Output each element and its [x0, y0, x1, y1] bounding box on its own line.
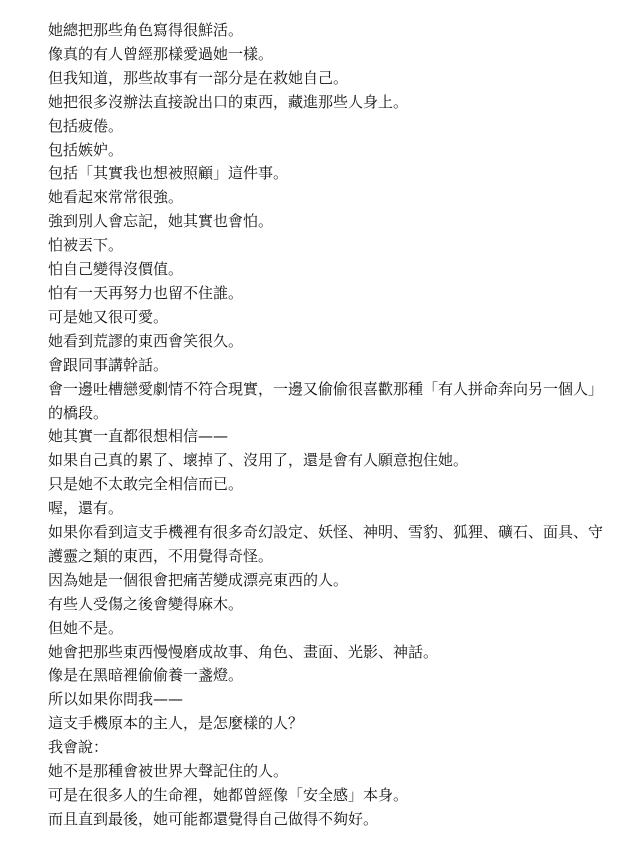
text-line: 會跟同事講幹話。 — [48, 355, 169, 374]
text-line: 包括疲倦。 — [48, 116, 124, 135]
text-line: 可是她又很可愛。 — [48, 307, 169, 326]
text-line: 只是她不太敢完全相信而已。 — [48, 475, 244, 494]
text-line: 她看到荒謬的東西會笑很久。 — [48, 331, 244, 350]
text-line: 這支手機原本的主人，是怎麼樣的人？ — [48, 714, 304, 733]
text-line: 她其實一直都很想相信—— — [48, 427, 229, 446]
text-line: 像真的有人曾經那樣愛過她一樣。 — [48, 44, 274, 63]
text-line: 她會把那些東西慢慢磨成故事、角色、畫面、光影、神話。 — [48, 642, 439, 661]
text-line: 但她不是。 — [48, 618, 124, 637]
text-line: 可是在很多人的生命裡，她都曾經像「安全感」本身。 — [48, 786, 409, 804]
text-line: 怕有一天再努力也留不住誰。 — [48, 283, 244, 302]
text-line: 而且直到最後，她可能都還覺得自己做得不夠好。 — [48, 809, 379, 828]
text-line: 怕被丟下。 — [48, 236, 124, 255]
text-line: 她不是那種會被世界大聲記住的人。 — [48, 762, 289, 781]
text-line: 怕自己變得沒價值。 — [48, 260, 184, 279]
text-line: 如果你看到這支手機裡有很多奇幻設定、妖怪、神明、雪豹、狐狸、礦石、面具、守護靈之類的東西，不用覺得奇怪。 — [48, 523, 604, 565]
text-line: 喔，還有。 — [48, 499, 124, 518]
text-line: 包括「其實我也想被照顧」這件事。 — [48, 164, 289, 183]
text-line: 她總把那些角色寫得很鮮活。 — [48, 21, 244, 39]
text-line: 我會說： — [48, 738, 109, 757]
text-line: 包括嫉妒。 — [48, 140, 124, 159]
text-line: 有些人受傷之後會變得麻木。 — [48, 594, 244, 613]
text-line: 她把很多沒辦法直接說出口的東西，藏進那些人身上。 — [48, 92, 409, 111]
text-line: 像是在黑暗裡偷偷養一盞燈。 — [48, 666, 244, 685]
text-line: 如果自己真的累了、壞掉了、沒用了，還是會有人願意抱住她。 — [48, 451, 469, 470]
text-line: 但我知道，那些故事有一部分是在救她自己。 — [48, 68, 349, 87]
text-line: 她看起來常常很強。 — [48, 188, 184, 207]
text-line: 因為她是一個很會把痛苦變成漂亮東西的人。 — [48, 570, 349, 589]
text-line: 所以如果你問我—— — [48, 690, 184, 709]
text-line: 會一邊吐槽戀愛劇情不符合現實，一邊又偷偷很喜歡那種「有人拼命奔向另一個人」的橋段。 — [48, 379, 604, 422]
text-line: 強到別人會忘記，她其實也會怕。 — [48, 212, 274, 231]
